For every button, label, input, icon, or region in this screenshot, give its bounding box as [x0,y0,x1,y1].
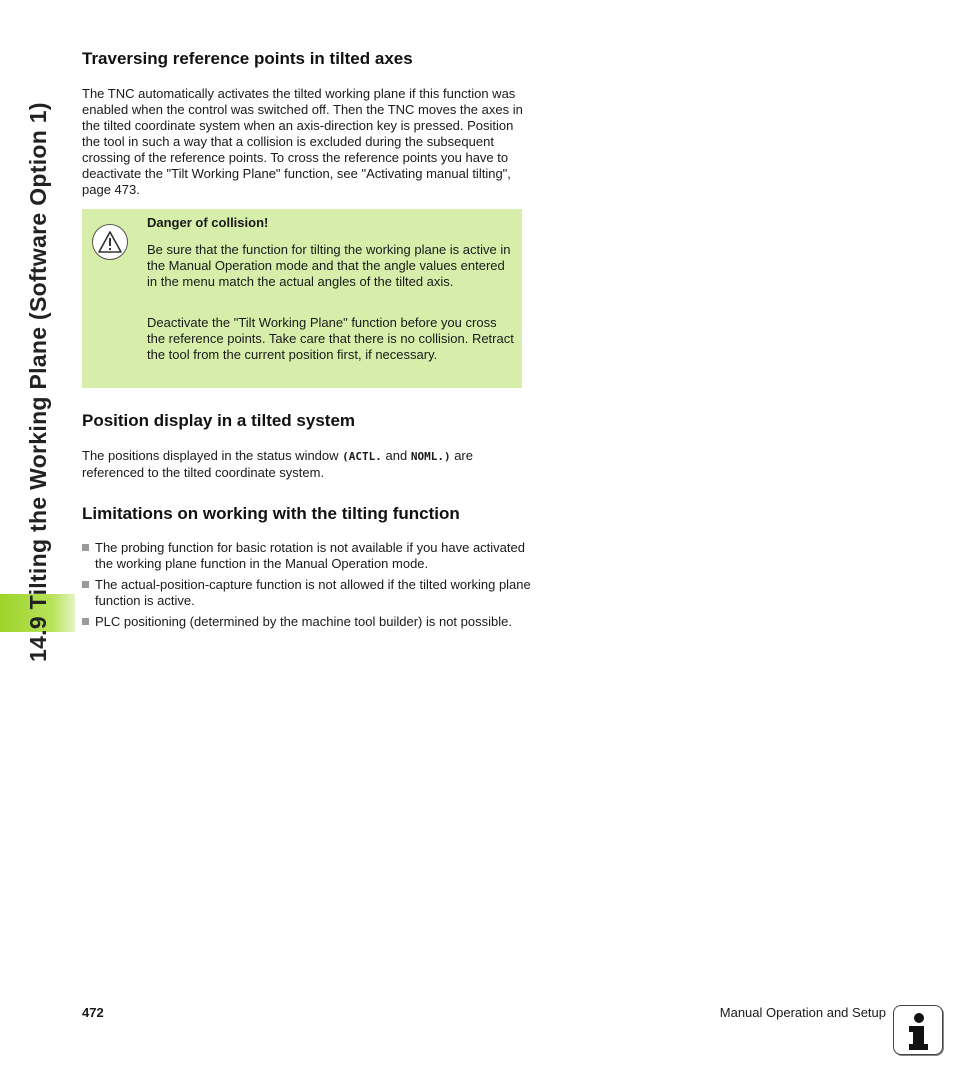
section-body-reference-points: The TNC automatically activates the tilted working plane if this function was enabled when the control was switched off. Then the TNC moves the axes in the tilted coordinate system when an axis-direction key is pressed. Position the tool in such a way that a collision is excluded during the subsequent crossing of the reference points. To cross the reference points you have to deactivate the "Tilt Working Plane" function, see "Activating manual tilting", page 473. [82,86,523,197]
body-text: The positions displayed in the status window [82,448,343,463]
footer-chapter-name: Manual Operation and Setup [719,1005,886,1020]
warning-triangle-icon [92,224,128,260]
bullet-square-icon [82,618,89,625]
list-item [82,540,532,572]
list-item-text: PLC positioning (determined by the machine tool builder) is not possible. [95,614,512,629]
list-item [82,577,532,609]
list-item-text: The probing function for basic rotation is not available if you have activated the working plane function in the Manual Operation mode. [95,540,525,571]
warning-paragraph-1: Be sure that the function for tilting the working plane is active in the Manual Operation mode and that the angle values entered in the menu match the actual angles of the tilted axis. [147,242,511,289]
info-icon [893,1005,943,1055]
section-heading-reference-points: Traversing reference points in tilted axes [82,49,413,68]
bullet-square-icon [82,544,89,551]
collision-warning-box [82,209,522,388]
bullet-square-icon [82,581,89,588]
section-heading-limitations: Limitations on working with the tilting function [82,504,460,523]
warning-title: Danger of collision! [147,215,269,230]
chapter-side-title: 14.9 Tilting the Working Plane (Software Option 1) [25,102,51,662]
page-number: 472 [82,1005,104,1020]
section-heading-position-display: Position display in a tilted system [82,411,356,430]
list-item-text: The actual-position-capture function is not allowed if the tilted working plane function is active. [95,577,531,608]
body-text: and [381,448,411,463]
section-body-position-display [82,448,524,481]
list-item [82,614,532,630]
code-actl: (ACTL. [342,450,382,463]
limitations-list [82,540,532,635]
body-text: are referenced to the tilted coordinate system. [82,448,473,480]
warning-paragraph-2: Deactivate the "Tilt Working Plane" function before you cross the reference points. Take care that there is no collision. Retract the tool from the current position first, if necessary. [147,315,514,362]
code-noml: NOML.) [410,450,451,463]
